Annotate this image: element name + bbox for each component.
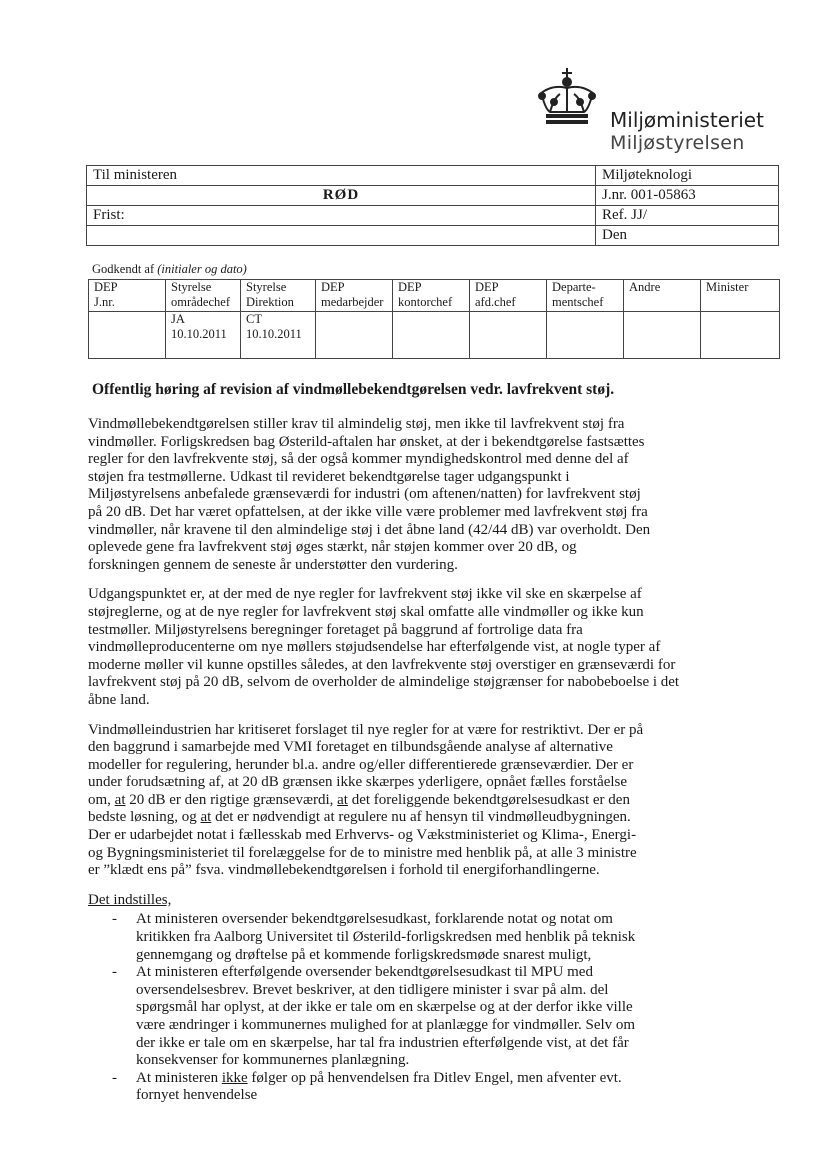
- approval-header-cell: Minister: [701, 280, 780, 312]
- list-item: - At ministeren efterfølgende oversender bekendtgørelsesudkast til MPU med oversendelsesbrev. Brevet beskriver, at den tidligere minister i svar på alm. del spørgsmål har oplyst, at der ikke er tale om en skærpelse og at der derfor ikke ville være ændringer i kommunernes mulighed for at planlægge for vindmøller. Selv om der ikke er tale om en skærpelse, har tal fra industrien efterfølgende vist, at det får konsekvenser for kommunernes planlægning.: [112, 964, 636, 1069]
- recommendation-heading: Det indstilles,: [88, 891, 172, 908]
- approval-value-cell: [547, 312, 624, 359]
- approval-header-cell: DEP J.nr.: [89, 280, 166, 312]
- approval-value-cell: [89, 312, 166, 359]
- division-cell: Miljøteknologi: [596, 166, 779, 186]
- classification-cell: RØD: [87, 186, 596, 206]
- recommendation-list: [88, 911, 753, 1105]
- approval-header-cell: Styrelse Direktion: [241, 280, 316, 312]
- empty-cell: [87, 226, 596, 246]
- document-title: Offentlig høring af revision af vindmøllebekendtgørelsen vedr. lavfrekvent støj.: [92, 381, 615, 398]
- approval-header-cell: Styrelse områdechef: [166, 280, 241, 312]
- approval-value-cell: [701, 312, 780, 359]
- approval-value-cell: [470, 312, 547, 359]
- date-cell: Den: [596, 226, 779, 246]
- routing-table: [86, 165, 779, 246]
- approval-label-hint: (initialer og dato): [157, 262, 247, 276]
- approval-header-cell: DEP kontorchef: [393, 280, 470, 312]
- approval-header-cell: DEP afd.chef: [470, 280, 547, 312]
- approval-label: [92, 262, 247, 277]
- ministry-name: Miljøministeriet: [610, 108, 764, 132]
- approval-header-cell: DEP medarbejder: [316, 280, 393, 312]
- approval-table: [88, 279, 780, 359]
- approval-value-cell: CT 10.10.2011: [241, 312, 316, 359]
- approval-value-cell: [316, 312, 393, 359]
- jnr-cell: J.nr. 001-05863: [596, 186, 779, 206]
- list-item: - At ministeren ikke følger op på henvendelsen fra Ditlev Engel, men afventer evt. fornyet henvendelse: [112, 1069, 622, 1104]
- approval-header-cell: Andre: [624, 280, 701, 312]
- list-item: - At ministeren oversender bekendtgørelsesudkast, forklarende notat og notat om kritikken fra Aalborg Universitet til Østerild-forligskredsen med henblik på teknisk gennemgang og drøftelse på et kommende forligskredsmøde snarest muligt,: [112, 911, 636, 963]
- approval-value-cell: JA 10.10.2011: [166, 312, 241, 359]
- paragraph-3: Vindmølleindustrien har kritiseret forslaget til nye regler for at være for restriktivt. Der er på den baggrund i samarbejde med VMI foretaget en tilbundsgående analyse af alternative modeller for regulering, herunder bl.a. andre og/eller differentierede grænseværdier. Der er under forudsætning af, at 20 dB grænsen ikke skærpes yderligere, opnået fælles forståelse om, at 20 dB er den rigtige grænseværdi, at det foreliggende bekendtgørelsesudkast er den bedste løsning, og at det er nødvendigt at regulere nu af hensyn til vindmølleudbygningen. Der er udarbejdet notat i fællesskab med Erhvervs- og Vækstministeriet og Klima-, Energi- og Bygningsministeriet til forelæggelse for de to ministre med henblik på, at alle 3 ministre er ”klædt ens på” fsva. vindmøllebekendtgørelsen i forhold til energiforhandlingerne.: [88, 721, 644, 879]
- document-body: [88, 416, 753, 1105]
- agency-name: Miljøstyrelsen: [610, 132, 745, 154]
- approval-label-prefix: Godkendt af: [92, 262, 158, 276]
- paragraph-1: Vindmøllebekendtgørelsen stiller krav til almindelig støj, men ikke til lavfrekvent støj fra vindmøller. Forligskredsen bag Østerild-aftalen har ønsket, at der i bekendtgørelse fastsættes regler for den lavfrekvente støj, så der også kommer myndighedskontrol med denne del af støjen fra testmøllerne. Udkast til revideret bekendtgørelse tager udgangspunkt i Miljøstyrelsens anbefalede grænseværdi for industri (om aftenen/natten) for lavfrekvent støj på 20 dB. Det har været opfattelsen, at der ikke ville være problemer med lavfrekvent støj fra vindmøller, når kravene til den almindelige støj i det åbne land (42/44 dB) var overholdt. Den oplevede gene fra lavfrekvent støj øges stærkt, når støjen kommer over 20 dB, og forskningen gennem de seneste år understøtter den vurdering.: [88, 416, 651, 573]
- deadline-cell: Frist:: [87, 206, 596, 226]
- approval-value-cell: [393, 312, 470, 359]
- to-cell: Til ministeren: [87, 166, 596, 186]
- approval-value-cell: [624, 312, 701, 359]
- ref-cell: Ref. JJ/: [596, 206, 779, 226]
- crown-logo-icon: [532, 66, 602, 128]
- paragraph-2: Udgangspunktet er, at der med de nye regler for lavfrekvent støj ikke vil ske en skærpelse af støjreglerne, og at de nye regler for lavfrekvent støj skal omfatte alle vindmøller og ikke kun testmøller. Miljøstyrelsens beregninger foretaget på baggrund af fortrolige data fra vindmølleproducenterne om nye møllers støjudsendelse har efterfølgende vist, at nogle typer af moderne møller vil kunne opstilles således, at den lavfrekvente støj overstiger en grænseværdi for lavfrekvent støj på 20 dB, selvom de overholder de almindelige støjgrænser for nabobeboelse i det åbne land.: [88, 586, 680, 708]
- approval-header-cell: Departe- mentschef: [547, 280, 624, 312]
